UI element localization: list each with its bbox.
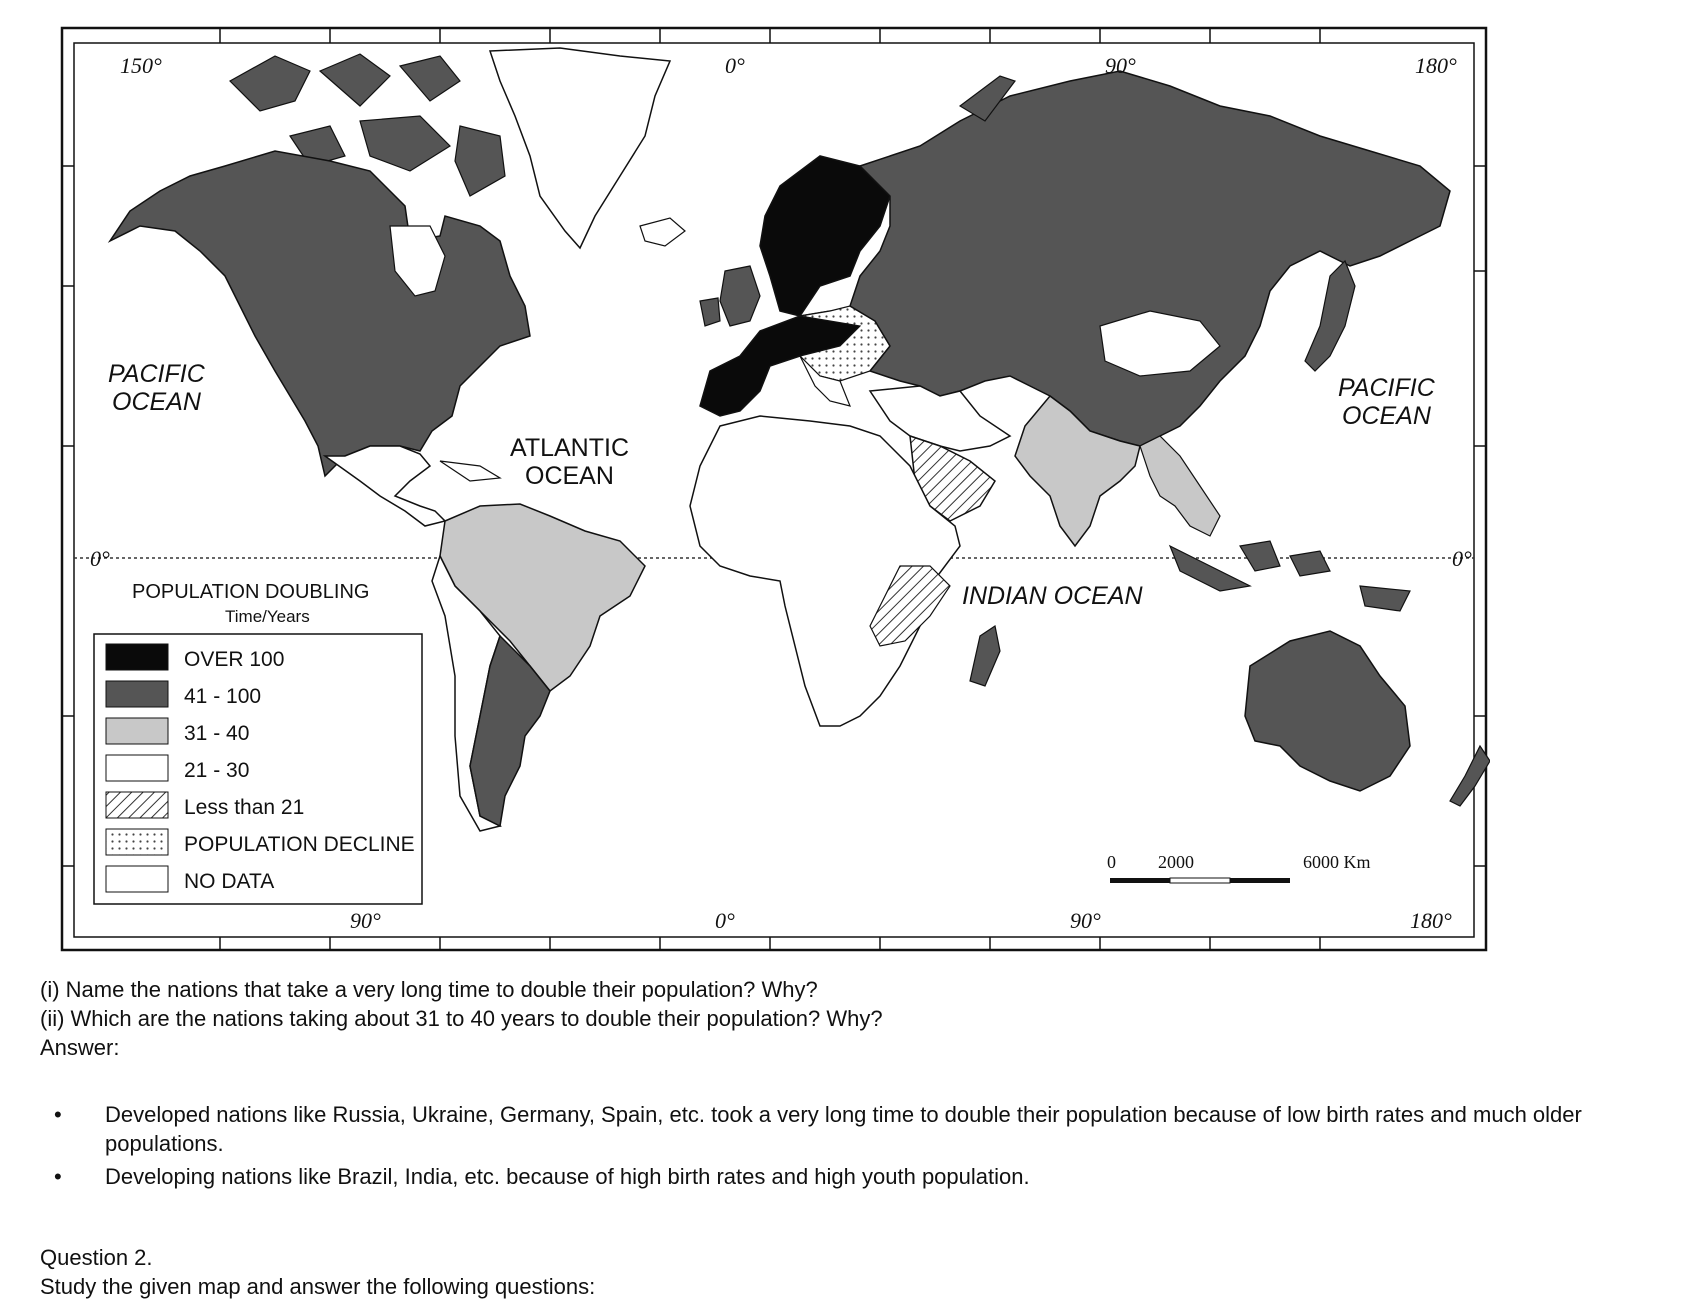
- pacific-ocean-left-line2: OCEAN: [112, 388, 201, 416]
- atlantic-ocean-line1: ATLANTIC: [510, 434, 629, 462]
- indian-ocean: INDIAN OCEAN: [962, 582, 1143, 610]
- legend-swatch-population-decline: [106, 829, 168, 855]
- legend-label-31-40: 31 - 40: [184, 722, 250, 745]
- legend-swatch-21-30: [106, 755, 168, 781]
- legend-label-over-100: OVER 100: [184, 648, 285, 671]
- legend-label-population-decline: POPULATION DECLINE: [184, 833, 415, 856]
- lon-label-top-0: 0°: [725, 53, 745, 78]
- answer-list: [40, 1100, 1680, 1195]
- legend-swatch-31-40: [106, 718, 168, 744]
- legend-subtitle: Time/Years: [225, 607, 310, 626]
- answer-text-2: Developing nations like Brazil, India, etc. because of high birth rates and high youth population.: [105, 1164, 1030, 1189]
- legend-label-41-100: 41 - 100: [184, 685, 262, 708]
- lon-label-bottom-90: 90°: [350, 908, 381, 933]
- answer-label: Answer:: [40, 1035, 120, 1060]
- question-i: (i) Name the nations that take a very long time to double their population? Why?: [40, 977, 818, 1002]
- legend-swatch-less-than-21: [106, 792, 168, 818]
- atlantic-ocean-line2: OCEAN: [525, 462, 614, 490]
- lon-label-top-150: 150°: [120, 53, 162, 78]
- legend-label-21-30: 21 - 30: [184, 759, 250, 782]
- bullet-icon: •: [54, 1164, 62, 1189]
- legend-swatch-over-100: [106, 644, 168, 670]
- lon-label-bottom-90e: 90°: [1070, 908, 1101, 933]
- lon-label-bottom-0: 0°: [715, 908, 735, 933]
- list-item: [40, 1100, 1680, 1158]
- legend-swatch-no-data: [106, 866, 168, 892]
- question-2-heading: Question 2.: [40, 1245, 153, 1270]
- lon-label-bottom-180: 180°: [1410, 908, 1452, 933]
- legend-title: POPULATION DOUBLING: [132, 581, 370, 603]
- bullet-icon: •: [54, 1102, 62, 1127]
- legend-label-no-data: NO DATA: [184, 870, 275, 893]
- equator-label-right: 0°: [1452, 546, 1472, 571]
- question-2-prompt: Study the given map and answer the following questions:: [40, 1274, 596, 1299]
- scale-label-6000: 6000 Km: [1303, 852, 1371, 872]
- scale-label-2000: 2000: [1158, 852, 1194, 872]
- equator-label-left: 0°: [90, 546, 110, 571]
- legend-swatch-41-100: [106, 681, 168, 707]
- lon-label-top-180: 180°: [1415, 53, 1457, 78]
- pacific-ocean-left-line1: PACIFIC: [108, 360, 205, 388]
- question-ii: (ii) Which are the nations taking about 31 to 40 years to double their population? Why?: [40, 1006, 883, 1031]
- legend-label-less-than-21: Less than 21: [184, 796, 305, 819]
- lon-label-top-90: 90°: [1105, 53, 1136, 78]
- scale-label-0: 0: [1107, 852, 1116, 872]
- answer-text-1: Developed nations like Russia, Ukraine, Germany, Spain, etc. took a very long time to double their population because of low birth rates and much older populations.: [105, 1102, 1582, 1156]
- list-item: [40, 1162, 1680, 1191]
- world-population-doubling-map: [60, 26, 1490, 954]
- pacific-ocean-right-line1: PACIFIC: [1338, 374, 1435, 402]
- pacific-ocean-right-line2: OCEAN: [1342, 402, 1431, 430]
